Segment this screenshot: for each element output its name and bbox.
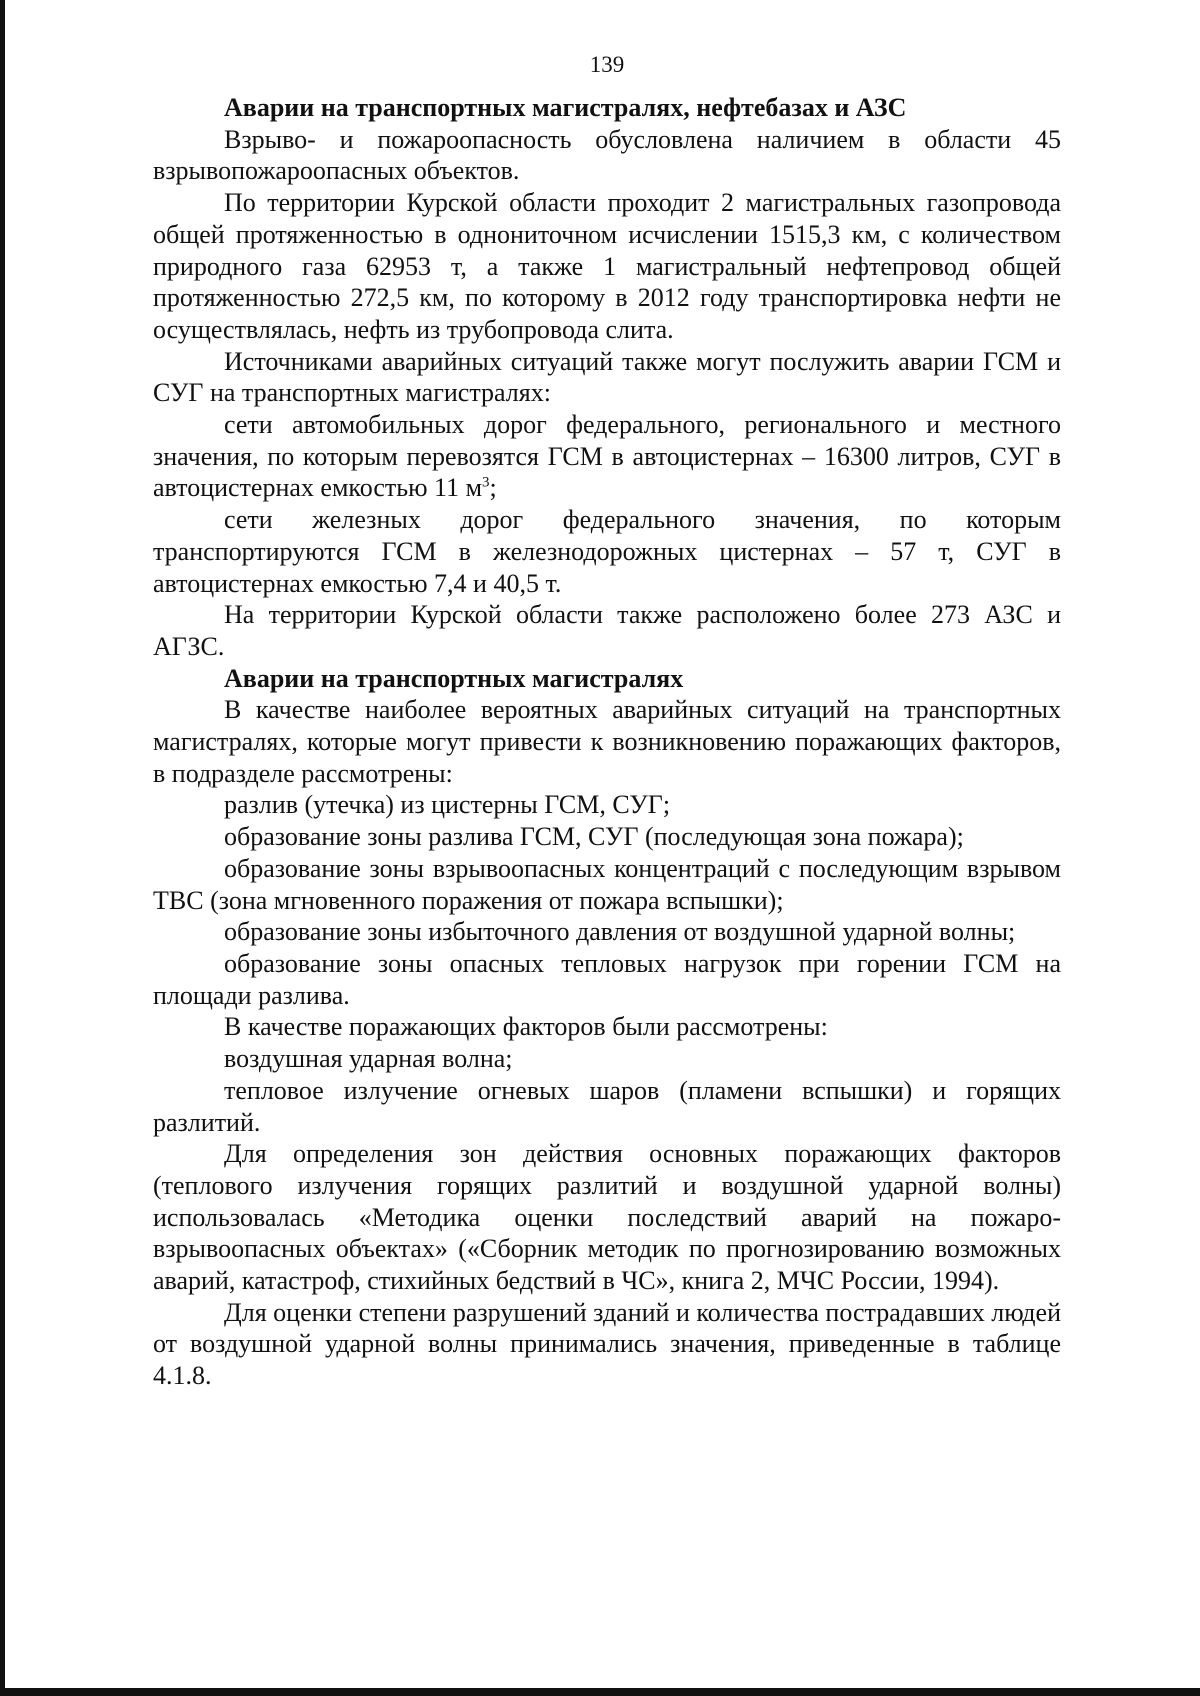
paragraph-railway-network: сети железных дорог федерального значения, по которым транспортируются ГСМ в железнодорожных цистернах – 57 т, СУГ в автоцистернах емкостью 7,4 и 40,5 т. xyxy=(153,505,1061,598)
document-text-block xyxy=(153,52,1061,1392)
road-network-text: сети автомобильных дорог федерального, регионального и местного значения, по которым перевозятся ГСМ в автоцистернах – 16300 литров, СУГ в автоцистернах емкостью 11 м xyxy=(153,410,1061,503)
list-item-overpressure-zone: образование зоны избыточного давления от воздушной ударной волны; xyxy=(224,917,1016,947)
list-item-thermal-radiation: тепловое излучение огневых шаров (пламени вспышки) и горящих разлитий. xyxy=(153,1075,1061,1137)
list-item-thermal-load-zone: образование зоны опасных тепловых нагрузок при горении ГСМ на площади разлива. xyxy=(153,948,1061,1010)
page-number: 139 xyxy=(589,52,625,77)
paragraph-destruction-assessment: Для оценки степени разрушений зданий и количества пострадавших людей от воздушной ударной волны принимались значения, приведенные в таблице 4.1.8. xyxy=(153,1297,1061,1391)
section-heading-transport-accidents: Аварии на транспортных магистралях xyxy=(224,663,684,693)
paragraph-gas-stations: На территории Курской области также расположено более 273 АЗС и АГЗС. xyxy=(153,600,1061,661)
paragraph-probable-emergencies: В качестве наиболее вероятных аварийных ситуаций на транспортных магистралях, которые могут привести к возникновению поражающих факторов, в подразделе рассмотрены: xyxy=(153,695,1061,788)
paragraph-accident-sources: Источниками аварийных ситуаций также могут послужить аварии ГСМ и СУГ на транспортных магистралях: xyxy=(153,346,1061,408)
list-item-spill-leak: разлив (утечка) из цистерны ГСМ, СУГ; xyxy=(224,790,671,820)
road-network-ending: ; xyxy=(489,473,497,503)
paragraph-explosion-fire-hazard: Взрыво- и пожароопасность обусловлена наличием в области 45 взрывопожароопасных объектов. xyxy=(153,124,1061,186)
paragraph-damaging-factors: В качестве поражающих факторов были рассмотрены: xyxy=(224,1012,828,1042)
list-item-explosive-concentration-zone: образование зоны взрывоопасных концентраций с последующим взрывом ТВС (зона мгновенного поражения от пожара вспышки); xyxy=(153,853,1061,915)
paragraph-methodology: Для определения зон действия основных поражающих факторов (теплового излучения горящих разлитий и воздушной ударной волны) использовалась «Методика оценки последствий аварий на пожаро-взрывоопасных объектах» («Сборник методик по прогнозированию возможных аварий, катастроф, стихийных бедствий в ЧС», книга 2, МЧС России, 1994). xyxy=(153,1139,1061,1296)
scan-left-border xyxy=(0,0,5,1696)
section-heading-accidents-transport-oil-depots-gas-stations: Аварии на транспортных магистралях, нефтебазах и АЗС xyxy=(224,93,907,122)
paragraph-road-network xyxy=(153,409,1061,504)
list-item-air-shock-wave: воздушная ударная волна; xyxy=(224,1044,513,1074)
list-item-spill-zone: образование зоны разлива ГСМ, СУГ (последующая зона пожара); xyxy=(224,822,964,852)
scan-bottom-border xyxy=(0,1688,1200,1696)
cubic-meter-superscript: 3 xyxy=(482,474,490,491)
paragraph-pipelines: По территории Курской области проходит 2 магистральных газопровода общей протяженностью в однониточном исчислении 1515,3 км, с количеством природного газа 62953 т, а также 1 магистральный нефтепровод общей протяженностью 272,5 км, по которому в 2012 году транспортировка нефти не осуществлялась, нефть из трубопровода слита. xyxy=(153,188,1061,344)
